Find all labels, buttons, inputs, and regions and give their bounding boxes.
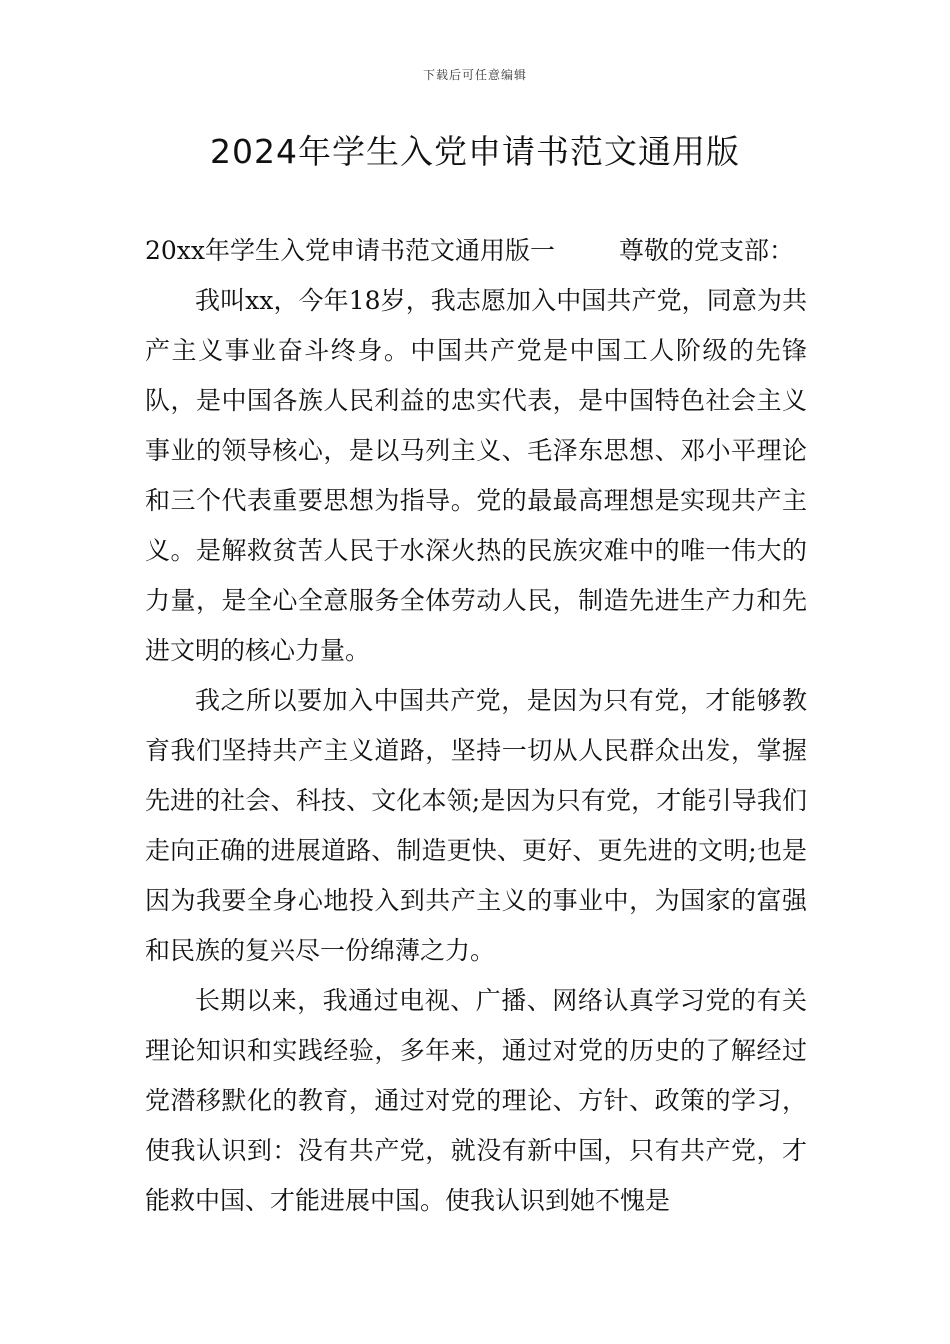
document-title: 2024年学生入党申请书范文通用版 [210,132,740,171]
intro-heading: 20xx年学生入党申请书范文通用版一 [145,236,556,265]
salutation: 尊敬的党支部： [619,236,795,265]
paragraph-1: 我叫xx，今年18岁，我志愿加入中国共产党，同意为共产主义事业奋斗终身。中国共产党是中国工人阶级的先锋队，是中国各族人民利益的忠实代表，是中国特色社会主义事业的领导核心，是以马列主义、毛泽东思想、邓小平理论和三个代表重要思想为指导。党的最最高理想是实现共产主义。是解救贫苦人民于水深火热的民族灾难中的唯一伟大的力量，是全心全意服务全体劳动人民，制造先进生产力和先进文明的核心力量。 [145,286,807,665]
intro-line [145,226,807,276]
document-body [145,226,807,1226]
header-note: 下载后可任意编辑 [422,68,527,82]
paragraph-2: 我之所以要加入中国共产党，是因为只有党，才能够教育我们坚持共产主义道路，坚持一切从人民群众出发，掌握先进的社会、科技、文化本领;是因为只有党，才能引导我们走向正确的进展道路、制造更快、更好、更先进的文明;也是因为我要全身心地投入到共产主义的事业中，为国家的富强和民族的复兴尽一份绵薄之力。 [145,686,807,965]
paragraph-3: 长期以来，我通过电视、广播、网络认真学习党的有关理论知识和实践经验，多年来，通过对党的历史的了解经过党潜移默化的教育，通过对党的理论、方针、政策的学习，使我认识到：没有共产党，就没有新中国，只有共产党，才能救中国、才能进展中国。使我认识到她不愧是 [145,986,807,1215]
